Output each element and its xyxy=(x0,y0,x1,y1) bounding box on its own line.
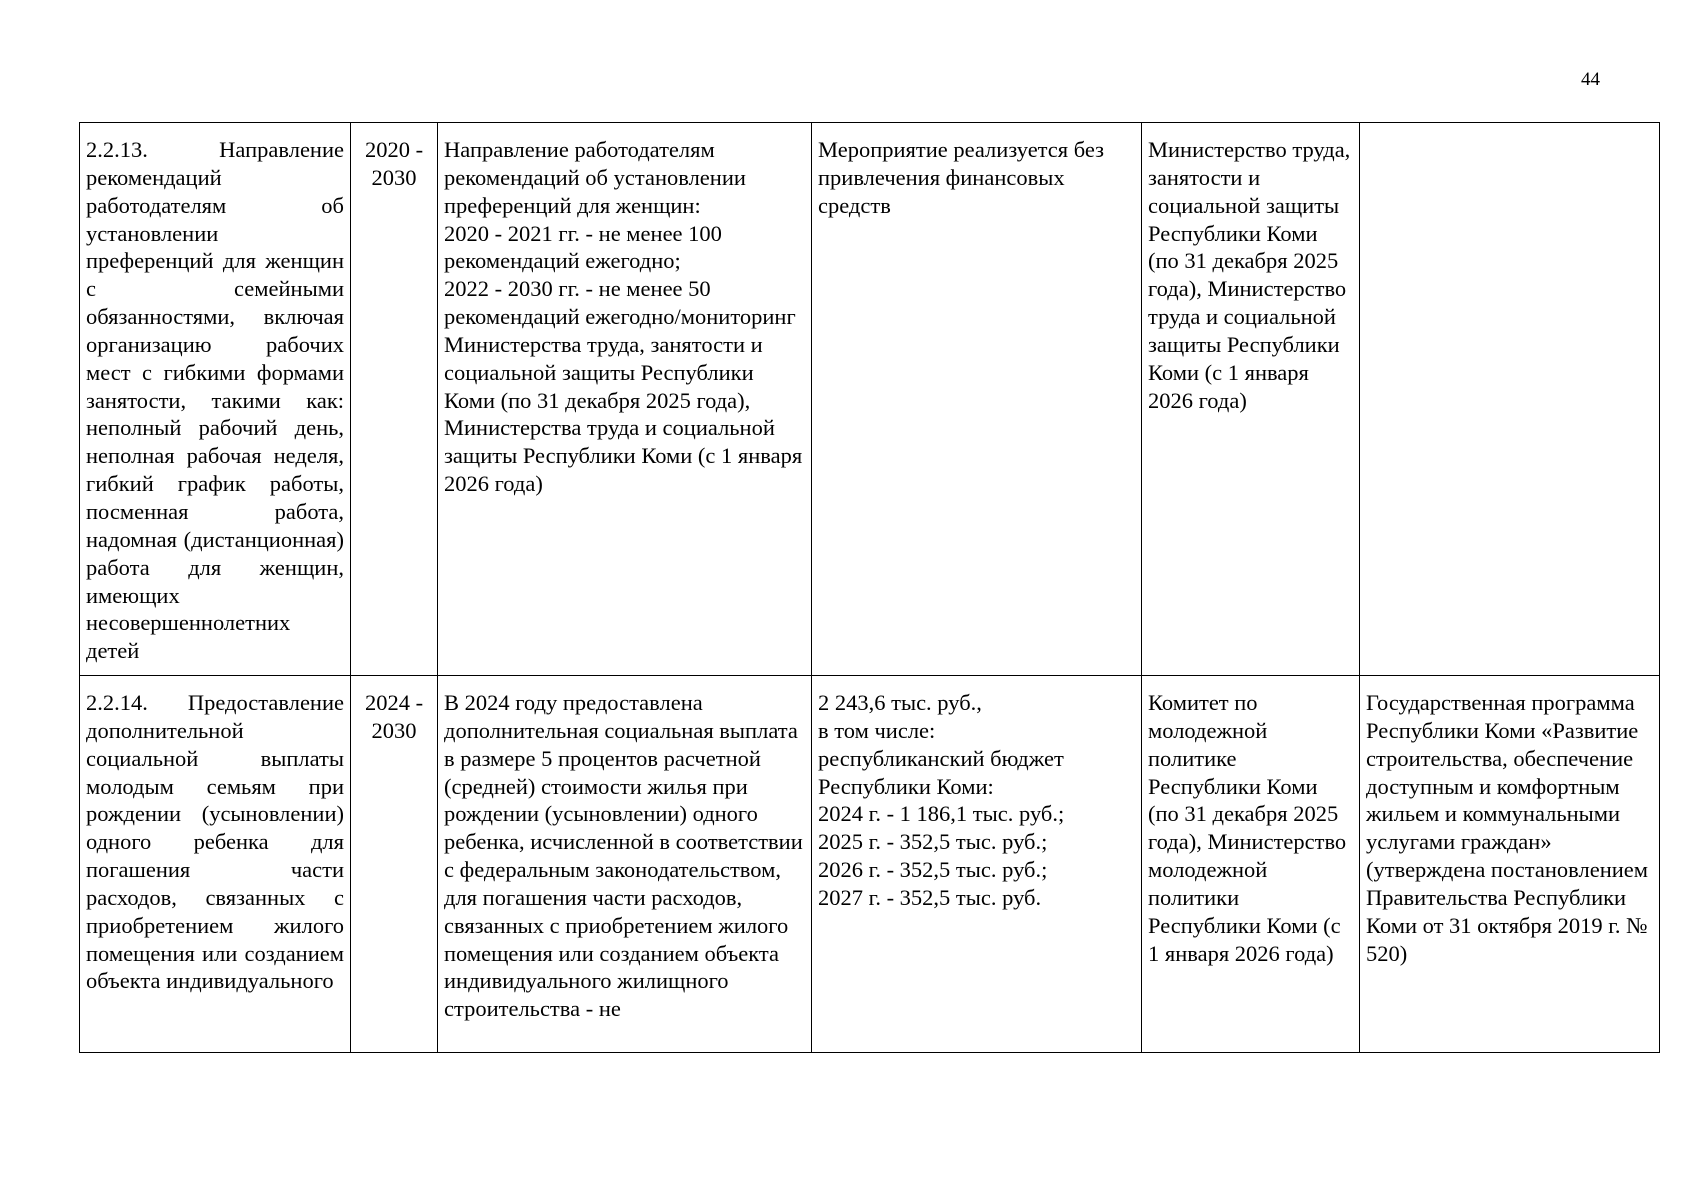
indicator-cell xyxy=(438,676,812,1053)
program-cell xyxy=(1360,676,1660,1053)
indicator-line: 2020 - 2021 гг. - не менее 100 рекомендаций ежегодно; xyxy=(444,220,722,274)
period-end: 2030 xyxy=(371,164,417,190)
table-row xyxy=(80,676,1660,1053)
measure-name: 2.2.13. Направление рекомендаций работодателям об установлении преференций для женщин с семейными обязанностями, включая организацию рабочих мест с гибкими формами занятости, такими как: неполный рабочий день, неполная рабочая неделя, гибкий график работы, посменная работа, надомная (дистанционная) работа для женщин, имеющих несовершеннолетних детей xyxy=(86,137,344,664)
program-text: Государственная программа Республики Коми «Развитие строительства, обеспечение доступным и комфортным жильем и коммунальными услугами граждан» (утверждена постановлением Правительства Республики Коми от 31 октября 2019 г. № 520) xyxy=(1366,690,1649,966)
financing-line: республиканский бюджет Республики Коми: xyxy=(818,745,1064,799)
financing-cell xyxy=(812,123,1142,676)
financing-line: 2027 г. - 352,5 тыс. руб. xyxy=(818,884,1042,910)
financing-cell xyxy=(812,676,1142,1053)
indicator-line: В 2024 году предоставлена дополнительная социальная выплата в размере 5 процентов расчетной (средней) стоимости жилья при рождении (усыновлении) одного ребенка, исчисленной в соответствии с федеральным законодательством, для погашения части расходов, связанных с приобретением жилого помещения или созданием объекта индивидуального жилищного строительства - не xyxy=(444,690,803,1022)
period-start: 2024 - xyxy=(364,690,424,715)
table-row xyxy=(80,123,1660,676)
program-cell xyxy=(1360,123,1660,676)
financing-line: 2024 г. - 1 186,1 тыс. руб.; xyxy=(818,801,1065,827)
responsible-text: Комитет по молодежной политике Республики Коми (по 31 декабря 2025 года), Министерство молодежной политики Республики Коми (с 1 января 2026 года) xyxy=(1148,690,1347,966)
financing-line: 2026 г. - 352,5 тыс. руб.; xyxy=(818,857,1048,883)
measure-name-cell xyxy=(80,123,351,676)
period-start: 2020 - xyxy=(364,137,424,162)
measure-name-cell xyxy=(80,676,351,1053)
period-cell xyxy=(351,676,438,1053)
period-cell xyxy=(351,123,438,676)
measure-name: 2.2.14. Предоставление дополнительной социальной выплаты молодым семьям при рождении (усыновлении) одного ребенка для погашения части расходов, связанных с приобретением жилого помещения или созданием объекта индивидуального xyxy=(86,690,344,994)
financing-line: в том числе: xyxy=(818,717,936,743)
financing-line: Мероприятие реализуется без привлечения финансовых средств xyxy=(818,137,1105,218)
page-number: 44 xyxy=(1581,69,1600,90)
responsible-cell xyxy=(1142,676,1360,1053)
responsible-cell xyxy=(1142,123,1360,676)
financing-line: 2 243,6 тыс. руб., xyxy=(818,690,982,715)
responsible-text: Министерство труда, занятости и социальной защиты Республики Коми (по 31 декабря 2025 года), Министерство труда и социальной защиты Республики Коми (с 1 января 2026 года) xyxy=(1148,137,1351,413)
indicator-cell xyxy=(438,123,812,676)
financing-line: 2025 г. - 352,5 тыс. руб.; xyxy=(818,829,1048,855)
indicator-line: Направление работодателям рекомендаций об установлении преференций для женщин: xyxy=(444,137,746,218)
indicator-line: 2022 - 2030 гг. - не менее 50 рекомендаций ежегодно/мониторинг Министерства труда, занятости и социальной защиты Республики Коми (по 31 декабря 2025 года), Министерства труда и социальной защиты Республики Коми (с 1 января 2026 года) xyxy=(444,276,803,497)
measures-table xyxy=(79,122,1660,1053)
period-end: 2030 xyxy=(371,717,417,743)
